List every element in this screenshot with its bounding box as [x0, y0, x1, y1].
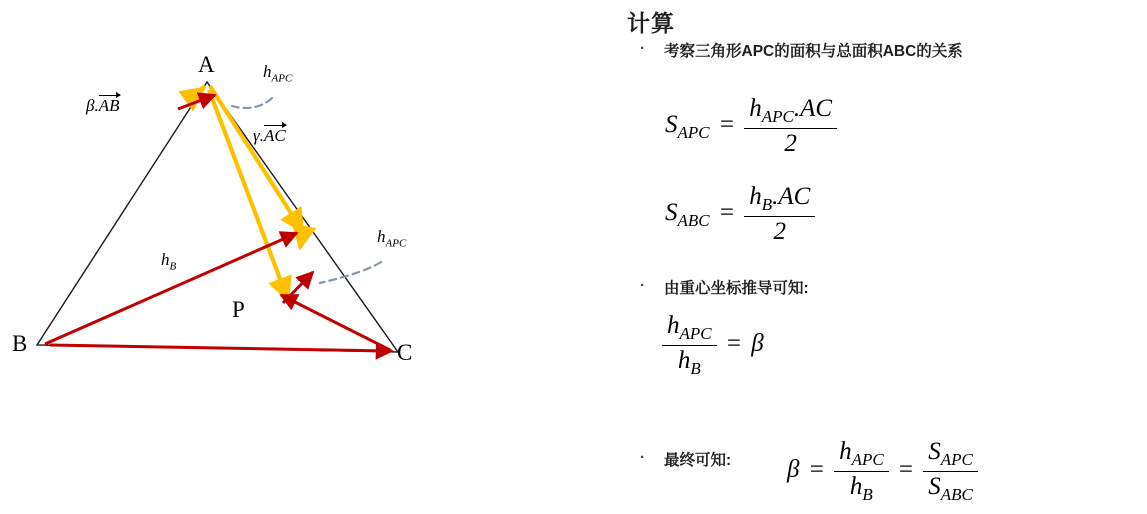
eq3-equals: =: [726, 330, 741, 358]
eq2-lhs-sub: ABC: [677, 211, 710, 231]
eq4-equals-2: =: [898, 456, 914, 484]
eq3-num-base: h: [667, 312, 680, 339]
eq4-f2-denominator: [923, 472, 978, 505]
vertex-label-A: A: [198, 52, 215, 77]
eq3-numerator: [662, 312, 717, 346]
eq4-f2-num-sub: APC: [940, 450, 973, 469]
eq2-equals: =: [719, 199, 734, 227]
eq4-f2-den-sub: ABC: [940, 485, 973, 504]
eq4-f1-denominator: [834, 472, 889, 505]
dashed-leader-bottom: [320, 262, 381, 283]
eq3-den-base: h: [677, 347, 691, 374]
red-vector-b-to-c: [50, 345, 392, 351]
dashed-leader-top: [232, 98, 272, 108]
annotation-beta-ab: β.AB: [86, 96, 120, 115]
annotation-gamma-ac: γ.AC: [253, 126, 286, 145]
eq2-lhs-base: S: [665, 199, 678, 227]
eq4-f1-den-base: h: [849, 473, 863, 500]
eq3-denominator: [662, 346, 717, 379]
equation-ratio-beta: [662, 312, 764, 379]
eq4-f2-numerator: [923, 438, 978, 472]
eq4-f1-num-base: h: [839, 438, 852, 465]
eq1-lhs-base: S: [665, 111, 678, 139]
equation-final-beta: [787, 438, 978, 505]
eq3-den-sub: B: [690, 359, 701, 378]
page-title: 计算: [627, 10, 675, 36]
eq2-num-base: h: [749, 183, 762, 210]
eq2-fraction: [744, 183, 815, 246]
bullet-label-3: 最终可知:: [664, 452, 732, 469]
eq4-fraction-s: [923, 438, 978, 505]
eq4-fraction-h: [834, 438, 889, 505]
equation-s-abc: [665, 183, 815, 246]
eq2-num-sub: B: [761, 195, 773, 214]
eq4-f2-num-base: S: [928, 438, 941, 465]
eq4-f1-numerator: [834, 438, 889, 472]
vertex-label-B: B: [12, 331, 28, 356]
equation-s-apc: [665, 95, 837, 158]
yellow-vector-gamma-ac: [210, 86, 303, 248]
eq1-fraction: [744, 95, 837, 158]
bullet-marker-1: ·: [640, 40, 645, 57]
red-vector-c-to-p: [281, 295, 390, 350]
bullet-marker-3: ·: [640, 449, 645, 466]
eq2-denominator: 2: [773, 218, 787, 245]
eq2-numerator: [744, 183, 815, 217]
eq1-num-base: h: [749, 95, 762, 122]
eq4-lhs: β: [787, 456, 800, 484]
triangle-outline: [37, 82, 398, 352]
annotation-h-apc-top: $h_{APC}$: [263, 62, 293, 85]
eq1-num-sub: APC: [761, 107, 794, 126]
vertex-label-P: P: [232, 297, 245, 322]
eq4-equals-1: =: [809, 456, 824, 484]
eq4-f1-den-sub: B: [862, 485, 873, 504]
eq1-num-tail: .AC: [793, 95, 833, 122]
eq3-fraction: [662, 312, 717, 379]
eq1-lhs-sub: APC: [677, 123, 710, 143]
eq1-numerator: [744, 95, 837, 129]
bullet-label-2: 由重心坐标推导可知:: [664, 280, 809, 297]
text-panel: [620, 0, 1147, 514]
eq4-f2-den-base: S: [928, 473, 941, 500]
vertex-label-C: C: [397, 340, 413, 365]
eq3-rhs: β: [751, 330, 764, 358]
eq4-f1-num-sub: APC: [851, 450, 884, 469]
bullet-label-1: 考察三角形APC的面积与总面积ABC的关系: [664, 43, 963, 60]
eq1-equals: =: [719, 111, 734, 139]
eq3-num-sub: APC: [679, 324, 712, 343]
bullet-marker-2: ·: [640, 277, 645, 294]
eq2-num-tail: .AC: [772, 183, 811, 210]
eq1-denominator: 2: [784, 130, 797, 157]
annotation-h-apc-bottom: $h_{APC}$: [377, 227, 407, 250]
yellow-vector-to-p: [209, 90, 288, 300]
annotation-h-b: $h_B$: [161, 250, 177, 273]
